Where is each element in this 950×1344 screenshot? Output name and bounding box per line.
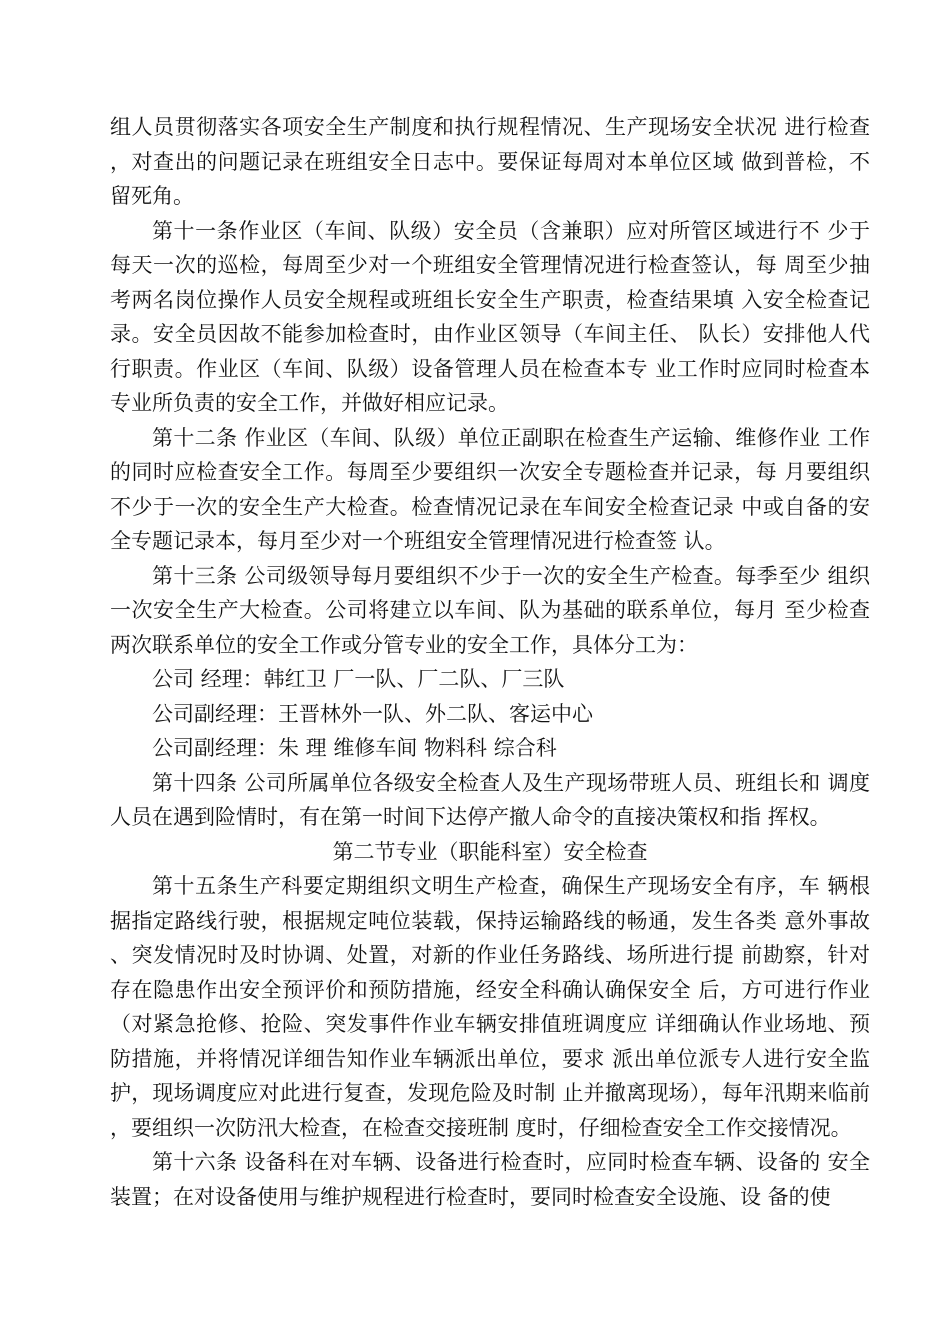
paragraph-continued: 组人员贯彻落实各项安全生产制度和执行规程情况、生产现场安全状况 进行检查，对查出的问题记录在班组安全日志中。要保证每周对本单位区域 做到普检，不留死角。 — [110, 115, 870, 208]
article-16-paragraph: 第十六条 设备科在对车辆、设备进行检查时，应同时检查车辆、设备的 安全装置；在对设备使用与维护规程进行检查时，要同时检查安全设施、设 备的使 — [110, 1150, 870, 1209]
assignment-line-2: 公司副经理：王晋林外一队、外二队、客运中心 — [152, 701, 593, 726]
section-heading: 第二节专业（职能科室）安全检查 — [332, 839, 648, 864]
article-14-paragraph: 第十四条 公司所属单位各级安全检查人及生产现场带班人员、班组长和 调度人员在遇到险情时，有在第一时间下达停产撤人命令的直接决策权和指 挥权。 — [110, 770, 870, 829]
article-15-paragraph: 第十五条生产科要定期组织文明生产检查，确保生产现场安全有序，车 辆根据指定路线行驶，根据规定吨位装载，保持运输路线的畅通，发生各类 意外事故、突发情况时及时协调、处置，对新的作业任务路线、场所进行提 前勘察，针对存在隐患作出安全预评价和预防措施，经安全科确认确保安全 后，方可进行作业（对紧急抢修、抢险、突发事件作业车辆安排值班调度应 详细确认作业场地、预防措施，并将情况详细告知作业车辆派出单位，要求 派出单位派专人进行安全监护，现场调度应对此进行复查，发现危险及时制 止并撤离现场），每年汛期来临前，要组织一次防汛大检查，在检查交接班制 度时，仔细检查安全工作交接情况。 — [110, 874, 870, 1140]
document-body — [110, 110, 870, 1214]
article-12-paragraph: 第十二条 作业区（车间、队级）单位正副职在检查生产运输、维修作业 工作的同时应检查安全工作。每周至少要组织一次安全专题检查并记录，每 月要组织不少于一次的安全生产大检查。检查情况记录在车间安全检查记录 中或自备的安全专题记录本，每月至少对一个班组安全管理情况进行检查签 认。 — [110, 425, 870, 553]
assignment-line-3: 公司副经理：朱 理 维修车间 物料科 综合科 — [152, 736, 557, 760]
assignment-line-1: 公司 经理：韩红卫 厂一队、厂二队、厂三队 — [152, 667, 565, 691]
article-11-paragraph: 第十一条作业区（车间、队级）安全员（含兼职）应对所管区域进行不 少于每天一次的巡检，每周至少对一个班组安全管理情况进行检查签认，每 周至少抽考两名岗位操作人员安全规程或班组长安全生产职责，检查结果填 入安全检查记录。安全员因故不能参加检查时，由作业区领导（车间主任、 队长）安排他人代行职责。作业区（车间、队级）设备管理人员在检查本专 业工作时应同时检查本专业所负责的安全工作，并做好相应记录。 — [110, 218, 870, 415]
article-13-paragraph: 第十三条 公司级领导每月要组织不少于一次的安全生产检查。每季至少 组织一次安全生产大检查。公司将建立以车间、队为基础的联系单位，每月 至少检查两次联系单位的安全工作或分管专业的安全工作，具体分工为： — [110, 563, 870, 657]
